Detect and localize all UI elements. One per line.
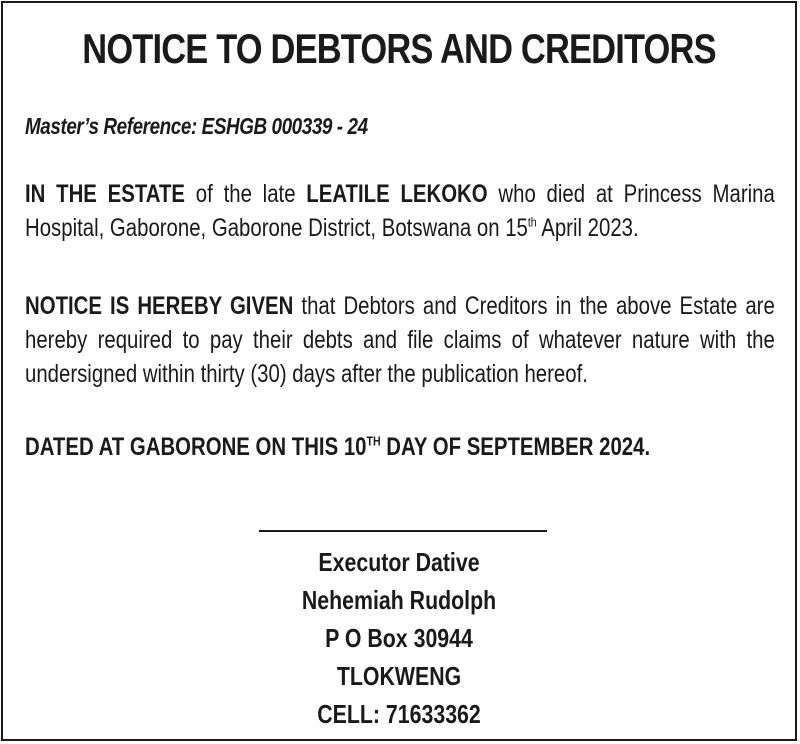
estate-paragraph: [25, 177, 775, 245]
estate-text-1: of the late: [185, 180, 307, 208]
dated-line: [25, 433, 650, 462]
notice-text: that Debtors and Creditors in the above Estate are hereby required to pay their debts and file claims of whatever nature with the undersigned within thirty (30) days after the publication hereof.: [25, 292, 775, 388]
notice-paragraph: [25, 289, 775, 391]
signatory-town: TLOKWENG: [336, 661, 462, 691]
signature-line: [259, 530, 547, 532]
masters-reference: Master’s Reference: ESHGB 000339 - 24: [25, 113, 368, 139]
estate-text-2: who died at Princess Marina Hospital, Gaborone, Gaborone District, Botswana on 15: [25, 180, 775, 242]
signatory-block: [3, 543, 795, 733]
dated-text-1: DATED AT GABORONE ON THIS 10: [25, 433, 367, 461]
notice-title: NOTICE TO DEBTORS AND CREDITORS: [82, 25, 716, 72]
signatory-cell: CELL: 71633362: [317, 699, 481, 729]
notice-lead: NOTICE IS HEREBY GIVEN: [25, 292, 294, 320]
estate-lead: IN THE ESTATE: [25, 180, 186, 208]
notice-frame: [1, 1, 797, 741]
estate-text-3: April 2023.: [536, 214, 639, 242]
signatory-name: Nehemiah Rudolph: [301, 585, 497, 615]
signatory-role: Executor Dative: [318, 547, 480, 577]
dated-day-suffix: TH: [366, 433, 381, 449]
estate-day-suffix: th: [527, 214, 537, 230]
deceased-name: LEATILE LEKOKO: [306, 180, 488, 208]
signatory-address: P O Box 30944: [325, 623, 473, 653]
dated-text-2: DAY OF SEPTEMBER 2024.: [380, 433, 651, 461]
